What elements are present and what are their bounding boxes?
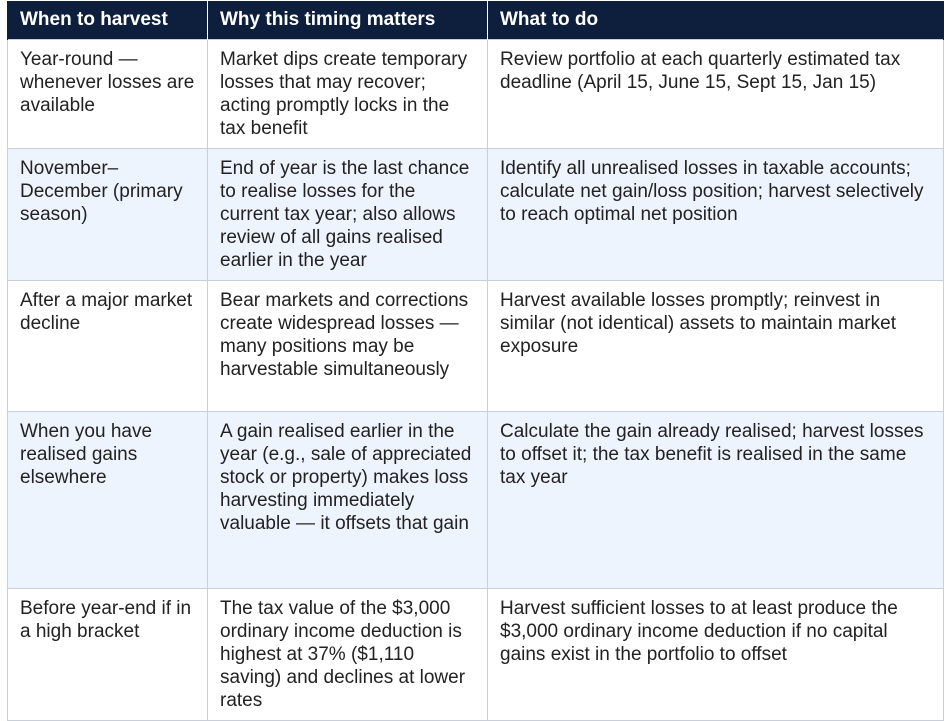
cell-what: Identify all unrealised losses in taxable accounts; calculate net gain/loss position; harvest selectively to reach optimal net position xyxy=(488,148,944,280)
cell-why: The tax value of the $3,000 ordinary income deduction is highest at 37% ($1,110 saving) and declines at lower rates xyxy=(208,588,488,720)
cell-when: Year-round — whenever losses are available xyxy=(8,39,208,148)
cell-when: Before year-end if in a high bracket xyxy=(8,588,208,720)
cell-why: End of year is the last chance to realise losses for the current tax year; also allows review of all gains realised earlier in the year xyxy=(208,148,488,280)
cell-why: A gain realised earlier in the year (e.g., sale of appreciated stock or property) makes loss harvesting immediately valuable — it offsets that gain xyxy=(208,411,488,588)
table-row xyxy=(8,411,944,588)
cell-what: Calculate the gain already realised; harvest losses to offset it; the tax benefit is realised in the same tax year xyxy=(488,411,944,588)
column-header-why: Why this timing matters xyxy=(208,1,488,39)
column-header-when: When to harvest xyxy=(8,1,208,39)
cell-when: November–December (primary season) xyxy=(8,148,208,280)
table-row xyxy=(8,588,944,720)
harvest-timing-table-wrapper xyxy=(7,1,943,721)
cell-what: Harvest available losses promptly; reinvest in similar (not identical) assets to maintain market exposure xyxy=(488,280,944,411)
cell-why: Market dips create temporary losses that may recover; acting promptly locks in the tax benefit xyxy=(208,39,488,148)
cell-why: Bear markets and corrections create widespread losses — many positions may be harvestable simultaneously xyxy=(208,280,488,411)
cell-what: Harvest sufficient losses to at least produce the $3,000 ordinary income deduction if no capital gains exist in the portfolio to offset xyxy=(488,588,944,720)
column-header-what: What to do xyxy=(488,1,944,39)
cell-when: When you have realised gains elsewhere xyxy=(8,411,208,588)
table-row xyxy=(8,39,944,148)
harvest-timing-table xyxy=(7,1,944,721)
table-header-row xyxy=(8,1,944,39)
table-row xyxy=(8,280,944,411)
cell-what: Review portfolio at each quarterly estimated tax deadline (April 15, June 15, Sept 15, Jan 15) xyxy=(488,39,944,148)
table-row xyxy=(8,148,944,280)
cell-when: After a major market decline xyxy=(8,280,208,411)
